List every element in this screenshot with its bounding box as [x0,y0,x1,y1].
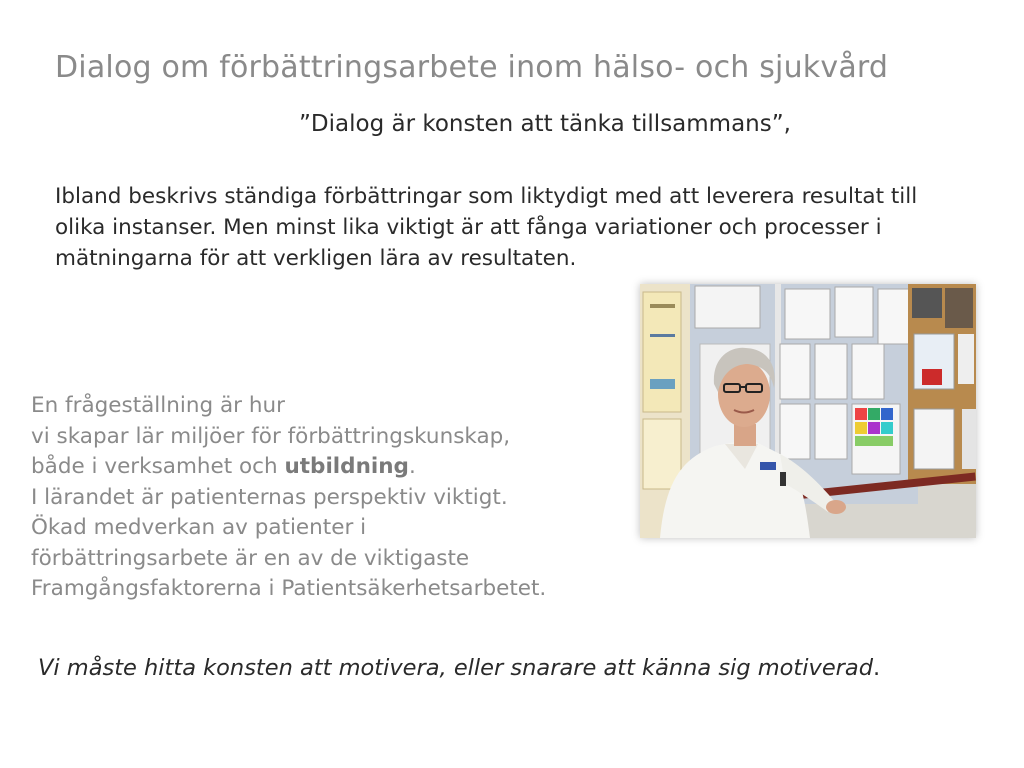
body-line: förbättringsarbete är en av de viktigaste [31,545,470,571]
quote-subtitle: ”Dialog är konsten att tänka tillsammans”, [299,111,791,137]
closing-italic: Vi måste hitta konsten att motivera, eller snarare att känna sig motiverad [38,655,873,681]
body-line: En frågeställning är hur [31,393,285,418]
body-line: Framgångsfaktorerna i Patientsäkerhetsarbetet. [31,576,547,601]
body-line-suffix: . [408,454,416,479]
bold-term: utbildning [284,454,409,479]
intro-paragraph: Ibland beskrivs ständiga förbättringar som liktydigt med att leverera resultat till olika instanser. Men minst lika viktigt är att fånga variationer och processer i mätningarna för att verkligen lära av resultaten. [55,184,918,271]
body-paragraph [31,391,671,605]
nurse-photo-illustration [640,284,976,538]
nurse-photo [640,284,976,538]
slide-title: Dialog om förbättringsarbete inom hälso- och sjukvård [55,50,889,85]
body-line: I lärandet är patienternas perspektiv viktigt. [31,484,508,510]
closing-statement [38,655,1018,681]
body-line: vi skapar lär miljöer för förbättringskunskap, [31,423,511,449]
body-line [31,452,671,483]
body-line-prefix: både i verksamhet och [31,454,285,479]
body-line: Ökad medverkan av patienter i [31,515,367,540]
closing-period: . [872,655,881,681]
